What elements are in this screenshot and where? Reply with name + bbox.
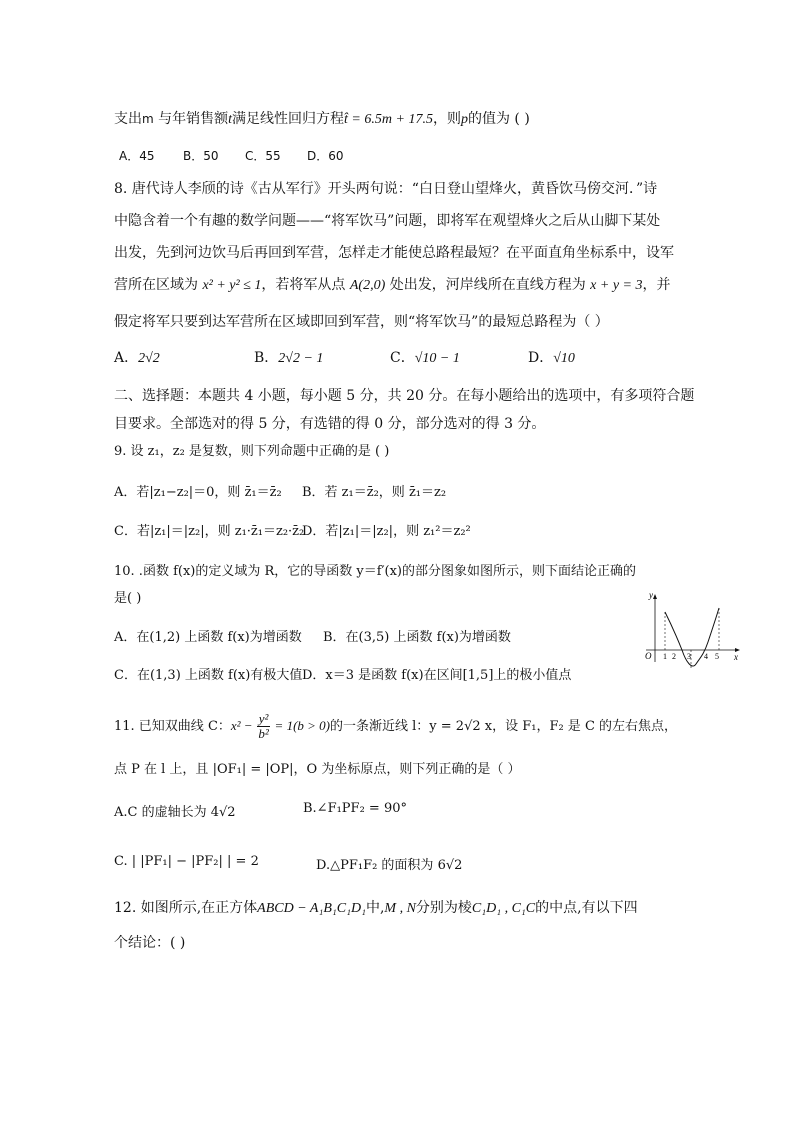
q11-frac-num: y² (258, 711, 269, 726)
q11-option-a: A.C 的虚轴长为 4√2 (114, 805, 236, 820)
q9-option-c: C．若|z₁|＝|z₂|，则 z₁·z̄₁＝z₂·z̄₂ (114, 524, 305, 539)
q7-stem-tail (114, 108, 530, 128)
q7-m-var: m (142, 112, 154, 126)
q12-points: M , N (384, 901, 416, 916)
q7-text-2: 与年销售额 (153, 111, 229, 127)
graph-y-arrow (653, 594, 657, 599)
q8-text-a: 营所在区域为 (114, 277, 198, 293)
q12-text-d: 的中点,有以下四 (535, 900, 638, 916)
q11-text-b: 的一条渐近线 l：y = 2√2 x，设 F₁，F₂ 是 C 的左右焦点， (330, 719, 678, 734)
q8-option-a-value: 2√2 (138, 351, 160, 366)
graph-origin-label: O (645, 651, 652, 661)
q9-option-a: A．若|z₁−z₂|＝0，则 z̄₁＝z̄₂ (114, 485, 282, 500)
q8-option-d (528, 347, 575, 367)
graph-tick-2: 2 (672, 652, 676, 661)
q8-option-b-value: 2√2 − 1 (278, 351, 324, 366)
q7-option-d: D．60 (307, 149, 344, 163)
q10-option-b: B．在(3,5) 上函数 f(x)为增函数 (323, 630, 511, 645)
q7-text-5: 的值为 ( ) (467, 111, 530, 127)
q11-fraction (257, 712, 271, 741)
q8-text-d: ，并 (642, 277, 671, 293)
q8-point: A(2,0) (349, 278, 386, 293)
q8-line-1: 8. 唐代诗人李颀的诗《古从军行》开头两句说：“白日登山望烽火，黄昏饮马傍交河．”诗 (114, 181, 658, 197)
q12-text-c: 分别为棱 (415, 900, 472, 916)
q7-equation: t̂ = 6.5m + 17.5 (344, 112, 433, 127)
q7-text: 支出 (114, 111, 142, 127)
q8-line-3: 出发，先到河边饮马后再回到军营，怎样走才能使总路程最短？在平面直角坐标系中，设军 (114, 245, 674, 261)
q11-option-c: C. | |PF₁| − |PF₂| | = 2 (114, 854, 259, 869)
q11-stem (114, 712, 677, 741)
q9-option-b: B．若 z₁＝z̄₂，则 z̄₁＝z₂ (302, 485, 447, 500)
graph-y-label: y (649, 590, 653, 600)
graph-tick-5: 5 (715, 652, 719, 661)
q11-eq-a: x² − (230, 718, 253, 733)
q11-line-2: 点 P 在 l 上，且 |OF₁| = |OP|，O 为坐标原点，则下列正确的是（ ） (114, 762, 521, 777)
q8-option-c (390, 347, 460, 367)
q8-option-d-value: √10 (553, 351, 575, 366)
q7-t-var: t (228, 112, 233, 127)
q10-stem-1: 10. .函数 f(x)的定义域为 R，它的导函数 y＝f′(x)的部分图象如图所示，则下面结论正确的 (114, 564, 636, 579)
graph-tick-1: 1 (663, 652, 667, 661)
q12-line-1 (114, 897, 638, 917)
q9-stem: 9. 设 z₁，z₂ 是复数，则下列命题中正确的是 ( ) (114, 444, 390, 459)
q7-option-b: B．50 (183, 149, 219, 163)
derivative-graph (638, 590, 743, 670)
q8-option-b (254, 347, 323, 367)
q7-text-3: 满足线性回归方程 (232, 111, 345, 127)
q12-edges: C₁D₁ , C₁C (471, 901, 536, 916)
q8-line-4 (114, 274, 670, 294)
q8-option-c-label: C． (390, 350, 415, 366)
q11-eq-b: = 1(b > 0) (274, 718, 330, 733)
q8-option-a (114, 347, 160, 367)
q8-option-c-value: √10 − 1 (414, 351, 460, 366)
q8-option-a-label: A． (114, 350, 139, 366)
q9-option-d: D．若|z₁|＝|z₂|，则 z₁²＝z₂² (302, 524, 471, 539)
q12-cube: ABCD − A₁B₁C₁D₁ (257, 901, 366, 916)
q12-text-a: 12. 如图所示,在正方体 (114, 900, 258, 916)
q8-line-5: 假定将军只要到达军营所在区域即回到军营，则“将军饮马”的最短总路程为（ ） (114, 314, 609, 330)
q12-text-b: 中, (365, 900, 385, 916)
q10-option-a: A．在(1,2) 上函数 f(x)为增函数 (114, 630, 302, 645)
section2-line-2: 目要求。全部选对的得 5 分，有选错的得 0 分，部分选对的得 3 分。 (114, 416, 546, 432)
graph-tick-3: 3 (687, 652, 691, 661)
q8-line-eq: x + y = 3 (590, 278, 643, 293)
q8-line-2: 中隐含着一个有趣的数学问题——“将军饮马”问题，即将军在观望烽火之后从山脚下某处 (114, 213, 661, 229)
q8-region-eq: x² + y² ≤ 1 (202, 278, 262, 293)
q8-text-c: 处出发，河岸线所在直线方程为 (389, 277, 586, 293)
q11-frac-den: b² (258, 726, 269, 741)
q11-option-b: B.∠F₁PF₂ = 90° (303, 801, 407, 816)
q10-stem-2: 是( ) (114, 591, 142, 606)
q10-option-c: C．在(1,3) 上函数 f(x)有极大值 (114, 668, 303, 683)
q7-option-a: A．45 (119, 149, 155, 163)
q7-text-4: ，则 (432, 111, 461, 127)
q8-option-d-label: D． (528, 350, 554, 366)
q7-p-var: p (460, 112, 468, 127)
q7-option-c: C．55 (245, 149, 281, 163)
section2-line-1: 二、选择题：本题共 4 小题，每小题 5 分，共 20 分。在每小题给出的选项中，有多项符合题 (114, 388, 695, 404)
q8-text-b: ，若将军从点 (261, 277, 346, 293)
q10-option-d: D．x＝3 是函数 f(x)在区间[1,5]上的极小值点 (302, 668, 572, 683)
q11-text-a: 11. 已知双曲线 C： (114, 719, 231, 734)
q11-option-d: D.△PF₁F₂ 的面积为 6√2 (316, 858, 463, 873)
graph-tick-4: 4 (704, 652, 708, 661)
q8-option-b-label: B． (254, 350, 279, 366)
q12-line-2: 个结论：( ) (114, 935, 186, 951)
graph-x-label: x (734, 652, 738, 662)
